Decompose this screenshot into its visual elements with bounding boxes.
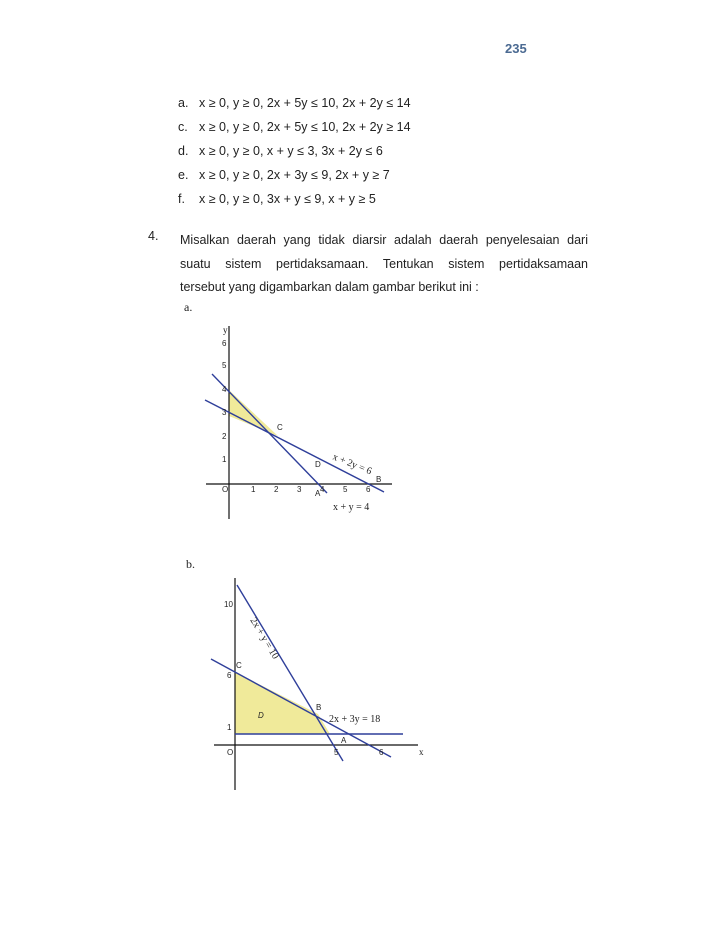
option-label: d.: [178, 144, 189, 158]
point-c-label: C: [236, 661, 242, 670]
option-text: x ≥ 0, y ≥ 0, 2x + 5y ≤ 10, 2x + 2y ≤ 14: [199, 96, 411, 110]
x-tick-label: 3: [297, 485, 302, 494]
y-tick-label: 3: [222, 408, 227, 417]
option-label: f.: [178, 192, 185, 206]
point-a-label: A: [341, 736, 347, 745]
region-d-label: D: [258, 711, 264, 720]
y-tick-label: 4: [222, 385, 227, 394]
figure-b-line-label-shallow: 2x + 3y = 18: [329, 714, 381, 725]
x-tick-label: 2: [274, 485, 279, 494]
option-text: x ≥ 0, y ≥ 0, 3x + y ≤ 9, x + y ≥ 5: [199, 192, 376, 206]
question-line: suatu sistem pertidaksamaan. Tentukan sistem pertidaksamaan: [180, 256, 588, 271]
y-tick-label: 5: [222, 361, 227, 370]
point-b-label: B: [316, 703, 322, 712]
y-tick-label: 2: [222, 432, 227, 441]
x-tick-label: 5: [343, 485, 348, 494]
figure-a-label: a.: [184, 300, 193, 314]
x-tick-label: 5: [334, 748, 339, 757]
question-number: 4.: [148, 229, 159, 243]
y-tick-label: 6: [227, 671, 232, 680]
x-tick-label: 1: [251, 485, 256, 494]
figure-a-line-label-upper: x + 2y = 6: [330, 451, 374, 478]
question-line: tersebut yang digambarkan dalam gambar berikut ini :: [180, 280, 479, 294]
option-text: x ≥ 0, y ≥ 0, x + y ≤ 3, 3x + 2y ≤ 6: [199, 144, 383, 158]
option-text: x ≥ 0, y ≥ 0, 2x + 3y ≤ 9, 2x + y ≥ 7: [199, 168, 390, 182]
y-tick-label: 1: [222, 455, 227, 464]
figure-a-graph: [205, 325, 392, 519]
figure-a-line-label-lower: x + y = 4: [333, 502, 370, 513]
point-c-label: C: [277, 423, 283, 432]
figure-a-shaded-region: [229, 390, 278, 436]
option-label: e.: [178, 168, 189, 182]
origin-label: O: [227, 748, 234, 757]
option-label: c.: [178, 120, 188, 134]
option-label: a.: [178, 96, 189, 110]
figure-a-line-x-plus-2y-6: [205, 400, 384, 492]
y-tick-label: 1: [227, 723, 232, 732]
y-tick-label: 6: [222, 339, 227, 348]
x-tick-label: 6: [379, 748, 384, 757]
point-d-label: D: [315, 460, 321, 469]
y-tick-label: 10: [224, 600, 233, 609]
figure-b-graph: [211, 578, 424, 790]
origin-label: O: [222, 485, 229, 494]
x-tick-label: 4: [320, 485, 325, 494]
page-number: 235: [505, 41, 527, 56]
x-axis-label: x: [419, 747, 424, 757]
figure-b-label: b.: [186, 557, 195, 571]
figure-a-y-axis-label: y: [223, 325, 228, 335]
figure-b-line-label-steep: 2x + y = 10: [247, 615, 281, 662]
option-text: x ≥ 0, y ≥ 0, 2x + 5y ≤ 10, 2x + 2y ≥ 14: [199, 120, 411, 134]
point-b-label: B: [376, 475, 382, 484]
x-tick-label: 6: [366, 485, 371, 494]
point-a-label: A: [315, 489, 321, 498]
question-line: Misalkan daerah yang tidak diarsir adalah daerah penyelesaian dari: [180, 233, 588, 247]
